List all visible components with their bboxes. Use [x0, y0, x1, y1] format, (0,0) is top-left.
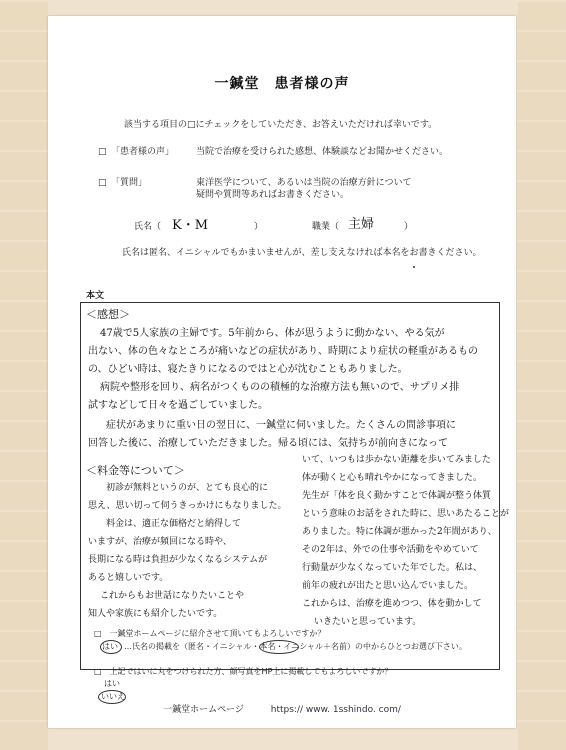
item-desc-question-2: 疑問や質問等あればお書きください。: [196, 190, 350, 200]
footer-url[interactable]: https:// www. 1sshindo. com/: [270, 705, 401, 715]
hand-line-2: 47歳で5人家族の主婦です。5年前から、体が思うように動かない、やる気が: [100, 328, 445, 339]
body-label: 本文: [86, 291, 105, 301]
background-left: [0, 0, 48, 750]
hand-right-4: ありました。特に体調が悪かった2年間があり、: [302, 527, 497, 537]
name-close: ）: [254, 222, 264, 232]
hand-line-3: 出ない、体の色々なところが痛いなどの症状があり、時期により症状の軽重があるもの: [88, 346, 478, 357]
hand-line-4: の、ひどい時は、寝たきりになるのではと心が沈むこともありました。: [88, 364, 408, 375]
item-desc-question: 東洋医学について、あるいは当院の治療方針について: [196, 178, 412, 188]
hp-yes: はい: [102, 642, 118, 651]
hand-left-4: いますが、治療が頻回になる時や、: [88, 537, 232, 547]
document-page: [48, 16, 516, 728]
hand-line-5: 病院や整形を回り、病名がつくものの積極的な治療方法も無いので、サプリメ排: [100, 382, 460, 393]
hand-right-9: いきたいと思っています。: [314, 617, 422, 627]
hand-right-2: 先生が「体を良く動かすことで体調が整う体質: [302, 491, 492, 501]
job-value: 主婦: [348, 217, 375, 232]
anon-note: 氏名は匿名、イニシャルでもかまいませんが、差し支えなければ本名をお書きください。: [122, 248, 482, 258]
item-desc-voice: 当院で治療を受けられた感想、体験談などお聞かせください。: [196, 147, 449, 157]
hand-left-7: これからもお世話になりたいことや: [100, 591, 245, 601]
hand-fees-heading: ＜料金等について＞: [86, 464, 185, 477]
photo-yes: はい: [104, 679, 120, 688]
hand-right-3: という意味のお話をされた時に、思いあたることが: [302, 509, 510, 519]
intro-text: 該当する項目の□にチェックをしていただき、お答えいただければ幸いです。: [124, 120, 438, 130]
item-label-voice: □ 「患者様の声」: [98, 147, 175, 157]
footer: [48, 702, 516, 715]
job-label: 職業（: [312, 222, 340, 232]
hand-left-8: 知人や家族にも紹介したいです。: [88, 609, 223, 619]
hand-left-3: 料金は、適正な価格だと納得して: [106, 519, 242, 529]
hand-left-1: 初診が無料というのが、とても良心的に: [106, 483, 269, 493]
page-mark-dot: [413, 266, 415, 268]
name-value: K・M: [172, 218, 209, 233]
hp-question: □ 一鍼堂ホームページに紹介させて頂いてもよろしいですか？: [94, 629, 326, 638]
hand-line-9: いて、いつもは歩かない距離を歩いてみました: [302, 455, 491, 465]
hand-left-5: 長期になる時は負担が少なくなるシステムが: [88, 555, 268, 565]
hand-right-1: 体が動くと心も晴れやかになってきました。: [302, 473, 483, 483]
hand-line-6: 試すなどして日々を過ごしていました。: [88, 400, 268, 411]
hand-left-6: あると嬉しいです。: [88, 573, 169, 583]
hand-right-6: 行動量が少なくなっていた年でした。私は、: [302, 563, 483, 573]
background-right: [518, 0, 566, 750]
job-close: ）: [404, 222, 414, 232]
page-title: 一鍼堂 患者様の声: [214, 76, 350, 92]
name-label: 氏名（: [134, 222, 162, 232]
hand-right-7: 前年の疲れが出たと思い込んでいました。: [302, 581, 474, 591]
hand-right-8: これからは、治療を進めつつ、体を動かして: [302, 599, 482, 609]
hand-right-5: その2年は、外での仕事や活動をやめていて: [302, 545, 479, 555]
hand-line-7: 症状があまりに重い日の翌日に、一鍼堂に伺いました。たくさんの問診事項に: [106, 420, 456, 431]
hp-rest: …氏名の掲載を（匿名・イニシャル・本名・イニシャル＋名前）の中からひとつお選び下さい。: [124, 642, 467, 651]
photo-question: □ 上記ではいに丸をつけられた方、顔写真をHP上に掲載してもよろしいですか？: [94, 667, 393, 676]
hand-line-8: 回答した後に、治療していただきました。帰る頃には、気持ちが前向きになって: [88, 438, 448, 449]
hand-line-1: ＜感想＞: [86, 308, 130, 321]
photo-no: いいえ: [101, 692, 125, 701]
footer-label: 一鍼堂ホームページ: [163, 705, 244, 715]
hand-left-2: 思え、思い切って伺うきっかけにもなりました。: [88, 501, 287, 511]
item-label-question: □ 「質問」: [98, 178, 148, 188]
